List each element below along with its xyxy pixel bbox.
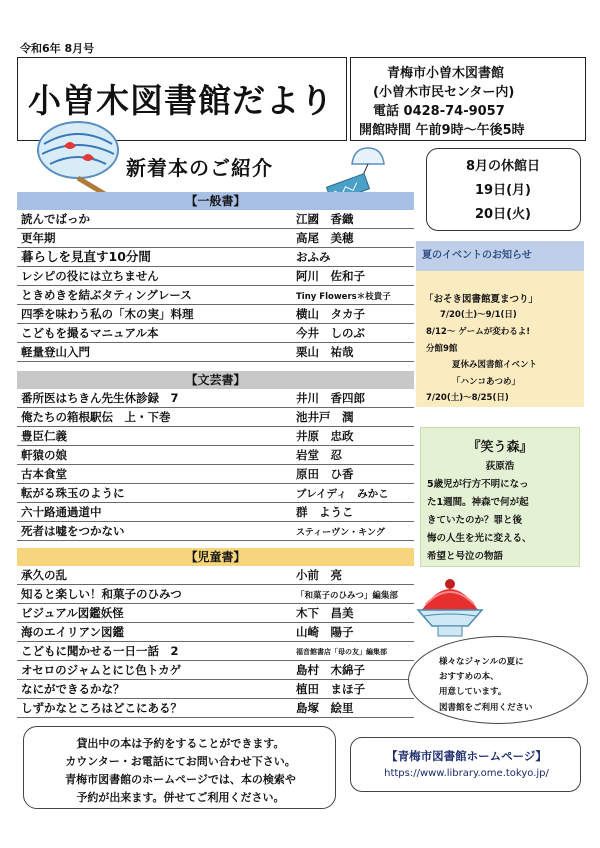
library-info-box xyxy=(350,57,586,141)
new-books-title: 新着本のご紹介 xyxy=(126,156,273,180)
closed-day-1: 19日(月) xyxy=(475,183,531,198)
book-title: オセロのジャムとにじ色トカゲ xyxy=(21,663,182,677)
book-title: 承久の乱 xyxy=(21,568,67,582)
table-row xyxy=(17,267,414,286)
reservation-notice xyxy=(23,726,336,809)
book-author: 植田 まほ子 xyxy=(296,682,365,696)
bubble-line: 図書館をご利用ください xyxy=(439,703,533,713)
book-title: なにができるかな？ xyxy=(21,682,125,696)
notice-line: カウンター・お電話にてお問い合わせ下さい。 xyxy=(65,755,296,768)
table-row xyxy=(17,680,414,699)
table-row xyxy=(17,210,414,229)
book-author: Tiny Flowers＊枝貴子 xyxy=(296,292,391,302)
table-row xyxy=(17,427,414,446)
table-row xyxy=(17,623,414,642)
notice-line: 青梅市図書館のホームページでは、本の検索や xyxy=(65,773,296,786)
table-row xyxy=(17,324,414,343)
homepage-box xyxy=(350,737,581,792)
recommendation-bubble xyxy=(408,636,588,724)
featured-book-title: 『笑う森』 xyxy=(467,440,533,455)
bubble-line: 様々なジャンルの夏に xyxy=(439,657,524,667)
events-box xyxy=(416,241,584,407)
book-author: スティーヴン・キング xyxy=(296,528,385,538)
newsletter-title: 小曽木図書館だより xyxy=(28,81,334,120)
book-author: 横山 タカ子 xyxy=(296,307,365,321)
book-author: 原田 ひ香 xyxy=(296,467,354,481)
table-row xyxy=(17,699,414,718)
featured-book-box xyxy=(420,427,580,567)
issue-date: 令和6年 8月号 xyxy=(20,42,95,55)
closed-days-box xyxy=(426,148,581,231)
book-author: 栗山 祐哉 xyxy=(296,345,354,359)
library-center: (小曽木市民センター内) xyxy=(373,85,515,100)
book-author: 井原 忠政 xyxy=(296,429,354,443)
book-title: レシピの役には立ちません xyxy=(21,269,159,283)
book-title: 六十路通過道中 xyxy=(21,505,102,519)
bubble-line: 用意しています。 xyxy=(439,687,507,697)
book-title: 死者は嘘をつかない xyxy=(21,524,125,538)
table-row xyxy=(17,343,414,362)
notice-line: 予約が出来ます。併せてご利用ください。 xyxy=(76,791,285,804)
book-title: ときめきを結ぶタティングレース xyxy=(21,288,192,302)
table-row xyxy=(17,248,414,267)
library-name: 青梅市小曽木図書館 xyxy=(387,66,505,81)
library-phone: 電話 0428-74-9057 xyxy=(373,104,505,119)
library-hours: 開館時間 午前9時～午後5時 xyxy=(359,123,525,138)
book-title: こどもに聞かせる一日一話 2 xyxy=(21,644,179,658)
general-books-header: 【一般書】 xyxy=(17,192,414,210)
book-title: 読んでばっか xyxy=(21,212,90,226)
book-title: 暮らしを見直す10分間 xyxy=(21,249,151,264)
featured-book-line: 悔の人生を光に変える、 xyxy=(427,533,532,544)
book-title: 知ると楽しい！和菓子のひみつ xyxy=(21,587,182,601)
event-line: 「ハンコあつめ」 xyxy=(452,377,521,387)
table-row xyxy=(17,522,414,541)
table-row xyxy=(17,604,414,623)
homepage-url[interactable]: https://www.library.ome.tokyo.jp/ xyxy=(384,768,549,779)
book-author: 今井 しのぶ xyxy=(296,326,365,340)
event-line: 7/20(土)～8/25(日) xyxy=(426,393,509,403)
event-line: 分館9館 xyxy=(426,344,458,354)
table-row xyxy=(17,389,414,408)
book-author: 池井戸 潤 xyxy=(296,410,354,424)
bubble-line: おすすめの本、 xyxy=(439,672,499,682)
closed-day-2: 20日(火) xyxy=(475,207,531,222)
events-header: 夏のイベントのお知らせ xyxy=(416,241,584,271)
table-row xyxy=(17,446,414,465)
book-author: 島塚 絵里 xyxy=(296,701,354,715)
featured-book-line: 5歳児が行方不明になっ xyxy=(427,479,529,490)
book-author: 福音館書店「母の友」編集部 xyxy=(296,648,387,656)
featured-book-line: た1週間。神森で何が起 xyxy=(427,497,529,508)
book-author: 「和菓子のひみつ」編集部 xyxy=(296,591,398,601)
book-title: 転がる珠玉のように xyxy=(21,486,125,500)
table-row xyxy=(17,642,414,661)
book-author: 小前 亮 xyxy=(296,568,342,582)
book-title: 四季を味わう私の「木の実」料理 xyxy=(21,307,194,321)
table-row xyxy=(17,465,414,484)
book-title: ビジュアル図鑑妖怪 xyxy=(21,606,124,620)
table-row xyxy=(17,661,414,680)
event-line: 「おそき図書館夏まつり」 xyxy=(424,294,539,305)
book-author: 岩堂 忍 xyxy=(296,448,342,462)
book-title: 更年期 xyxy=(21,231,56,245)
event-line: 夏休み図書館イベント xyxy=(452,360,538,370)
table-row xyxy=(17,408,414,427)
uchiwa-fan-icon xyxy=(20,118,130,198)
children-books-header: 【児童書】 xyxy=(17,548,414,566)
book-title: 俺たちの箱根駅伝 上・下巻 xyxy=(21,410,171,424)
book-title: 軒猿の娘 xyxy=(21,448,67,462)
table-row xyxy=(17,286,414,305)
book-author: ブレイディ みかこ xyxy=(296,488,389,500)
table-row xyxy=(17,503,414,522)
event-line: 8/12～ ゲームが変わるよ! xyxy=(426,327,531,337)
book-author: 高尾 美穂 xyxy=(296,231,354,245)
book-title: 番所医はちきん先生休診録 7 xyxy=(21,391,179,405)
book-author: 江國 香織 xyxy=(296,212,354,226)
book-author: おふみ xyxy=(296,250,331,264)
table-row xyxy=(17,585,414,604)
book-author: 木下 昌美 xyxy=(296,606,354,620)
book-title: こどもを撮るマニュアル本 xyxy=(21,326,159,340)
table-row xyxy=(17,229,414,248)
book-title: 豊臣仁義 xyxy=(21,429,67,443)
event-line: 7/20(土)～9/1(日) xyxy=(440,310,517,320)
featured-book-line: 希望と号泣の物語 xyxy=(427,551,504,562)
table-row xyxy=(17,566,414,585)
closed-days-title: 8月の休館日 xyxy=(465,159,541,174)
book-title: 軽量登山入門 xyxy=(21,345,90,359)
featured-book-line: きていたのか？罪と後 xyxy=(427,515,523,526)
book-author: 井川 香四郎 xyxy=(296,391,365,405)
book-title: しずかなところはどこにある？ xyxy=(21,701,182,715)
literature-books-header: 【文芸書】 xyxy=(17,371,414,389)
notice-line: 貸出中の本は予約をすることができます。 xyxy=(76,737,285,750)
book-title: 古本食堂 xyxy=(21,467,67,481)
book-author: 群 ようこ xyxy=(296,505,354,519)
book-author: 阿川 佐和子 xyxy=(296,269,365,283)
book-author: 山崎 陽子 xyxy=(296,625,354,639)
shaved-ice-icon xyxy=(412,574,488,642)
table-row xyxy=(17,484,414,503)
featured-book-author: 荻原浩 xyxy=(485,461,515,472)
homepage-title: 【青梅市図書館ホームページ】 xyxy=(386,749,547,763)
book-author: 島村 木綿子 xyxy=(296,663,365,677)
book-title: 海のエイリアン図鑑 xyxy=(21,625,125,639)
table-row xyxy=(17,305,414,324)
